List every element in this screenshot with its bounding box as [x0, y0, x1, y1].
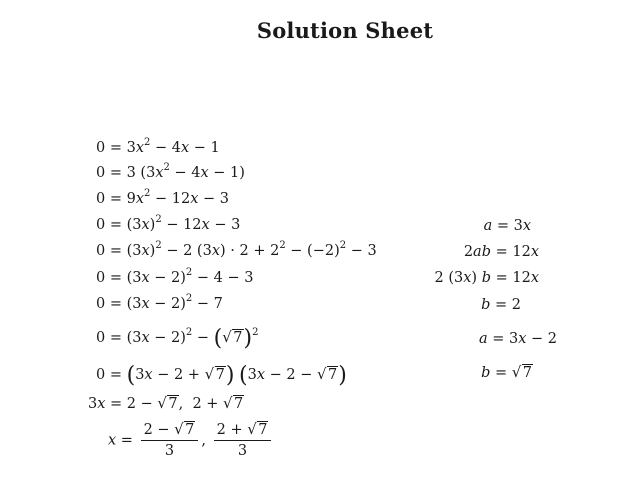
- equation-line: $0 = (3x)^2 - 12x - 3$: [96, 214, 241, 233]
- side-note: 2 (3x) b = 12x: [434, 270, 539, 286]
- fraction: $\frac{2 - √ 7}{3}$: [141, 423, 199, 458]
- equation-line: x = $\frac{2 - √ 7}{3}$ , $\frac{2 + √ 7}{3}$: [108, 423, 274, 458]
- equation-line: 0 = (3x − 2 + √ 7) (3x − 2 − √ 7): [96, 365, 347, 387]
- equation-line: $0 = (3x - 2)^2$ − (√ 7)$^2$: [96, 328, 258, 350]
- page-title: Solution Sheet: [256, 18, 434, 43]
- equation-line: $0 = 3x^2 - 4x - 1$: [96, 137, 220, 156]
- side-note: b = 2: [481, 297, 521, 313]
- side-note: a = 3x: [483, 218, 531, 234]
- side-note: b = √ 7: [481, 366, 533, 381]
- equation-line: 3x = 2 − √ 7, 2 + √ 7: [88, 397, 244, 412]
- side-note: 2ab = 12x: [463, 244, 539, 260]
- side-note: a = 3x − 2: [478, 331, 557, 347]
- fraction: $\frac{2 + √ 7}{3}$: [214, 423, 272, 458]
- equation-line: $0 = 9x^2 - 12x - 3$: [96, 188, 229, 207]
- equation-line: $0 = (3x)^2 - 2$ $(3x) \cdot 2 + 2^2 - (-2)^2 - 3$: [96, 240, 377, 259]
- equation-line: 0 = 3 $(3x^2 - 4x - 1)$: [96, 162, 245, 181]
- equation-line: $0 = (3x - 2)^2 - 7$: [96, 293, 223, 312]
- equation-line: $0 = (3x - 2)^2 - 4 - 3$: [96, 267, 254, 286]
